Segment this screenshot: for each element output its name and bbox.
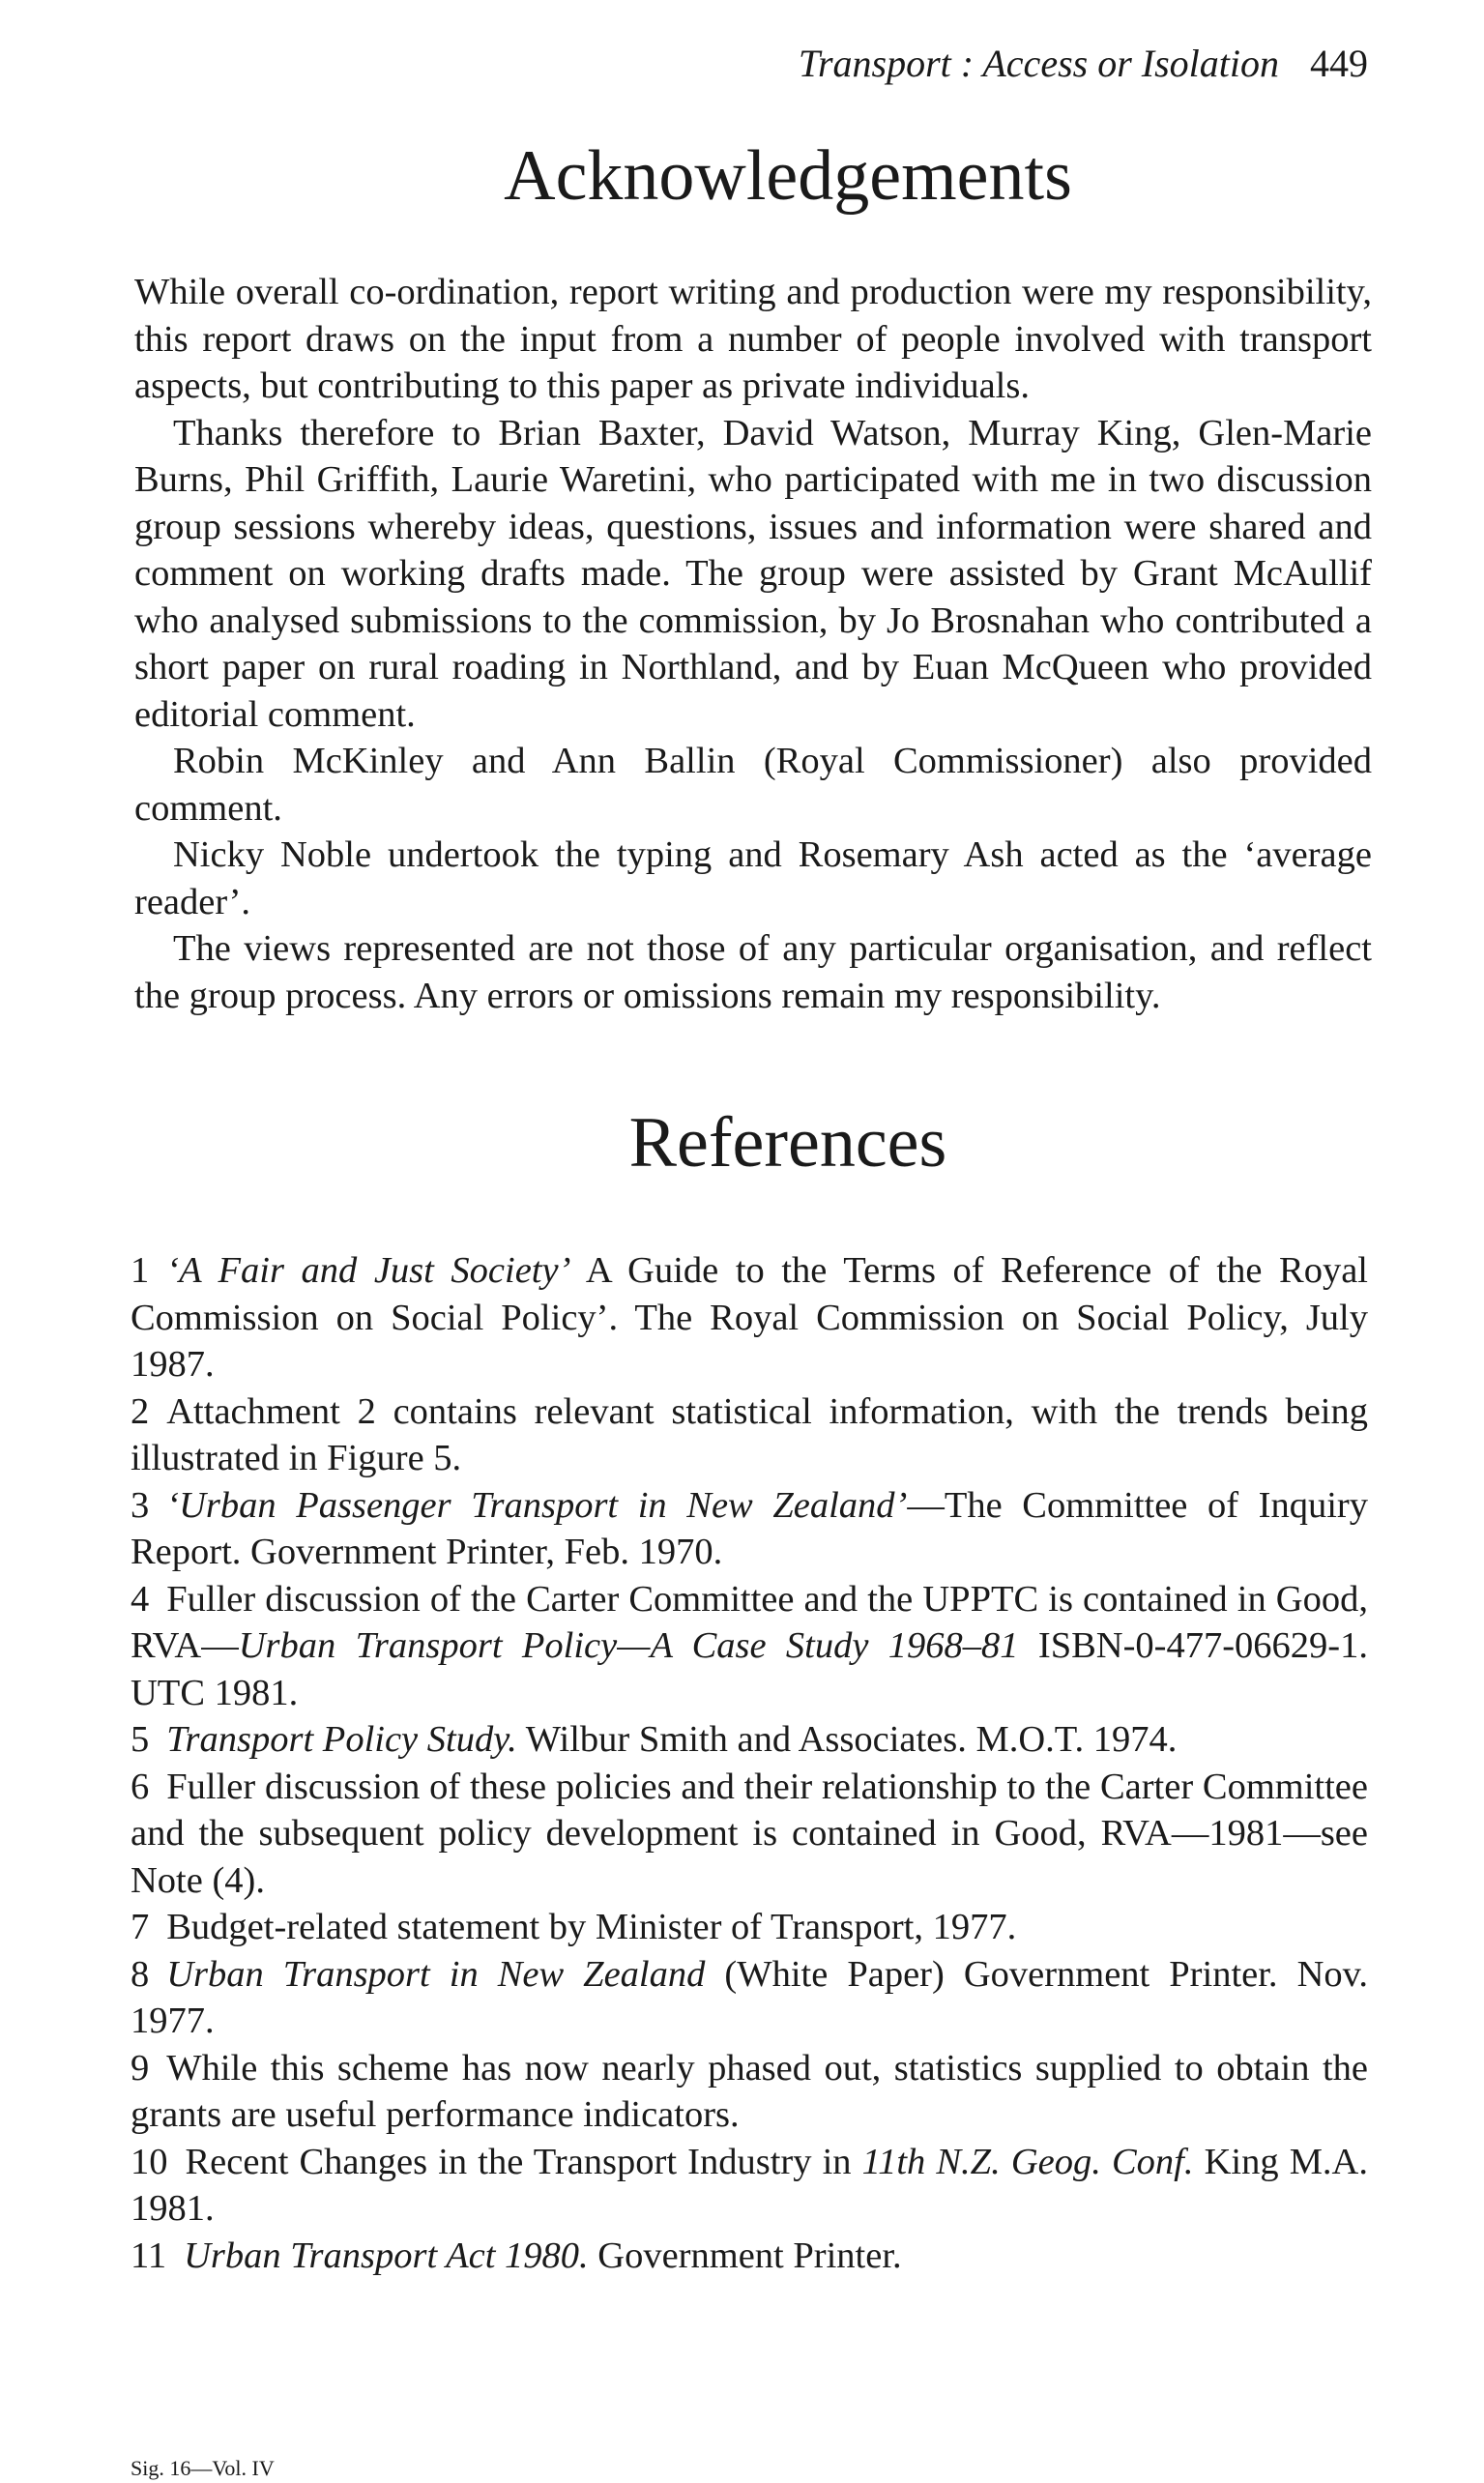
- acknowledgements-body: [134, 269, 1372, 1019]
- reference-item: [131, 1764, 1368, 1905]
- reference-item: [131, 1576, 1368, 1717]
- reference-italic: Urban Transport Policy—A Case Study 1968–81: [238, 1625, 1019, 1666]
- references-heading: References: [628, 1103, 947, 1183]
- reference-number: 5: [131, 1719, 150, 1760]
- reference-italic: Urban Transport Act 1980.: [184, 2235, 589, 2276]
- reference-text: Fuller discussion of these policies and their relationship to the Carter Committee and the subsequent policy development is contained in Good, RVA—1981—see Note (4).: [131, 1766, 1368, 1901]
- reference-text: King M.A. 1981.: [131, 2141, 1368, 2229]
- reference-item: [131, 2139, 1368, 2233]
- reference-number: 11: [131, 2235, 167, 2276]
- reference-italic: Transport Policy Study.: [166, 1719, 517, 1760]
- signature-mark: Sig. 16—Vol. IV: [131, 2456, 275, 2480]
- reference-number: 9: [131, 2047, 150, 2089]
- reference-number: 3: [131, 1484, 150, 1526]
- reference-text: Wilbur Smith and Associates. M.O.T. 1974.: [516, 1719, 1178, 1760]
- reference-item: [131, 1388, 1368, 1482]
- reference-item: [131, 1951, 1368, 2045]
- reference-text: ISBN-0-477-06629-1. UTC 1981.: [131, 1625, 1368, 1713]
- reference-italic: ‘Urban Passenger Transport in New Zealand’: [166, 1484, 908, 1526]
- reference-text-pre: Fuller discussion of the Carter Committee and the UPPTC is contained in Good, RVA—: [131, 1578, 1368, 1666]
- reference-text: Budget-related statement by Minister of Transport, 1977.: [166, 1907, 1017, 1947]
- ack-paragraph: While overall co-ordination, report writing and production were my responsibility, this report draws on the input from a number of people involved with transport aspects, but contributing to this paper as private individuals.: [134, 272, 1372, 406]
- reference-text-pre: Recent Changes in the Transport Industry in: [185, 2141, 862, 2182]
- reference-italic: 11th N.Z. Geog. Conf.: [861, 2141, 1194, 2182]
- reference-number: 4: [131, 1578, 150, 1620]
- reference-text: While this scheme has now nearly phased out, statistics supplied to obtain the grants are useful performance indicators.: [131, 2047, 1368, 2135]
- ack-paragraph: Nicky Noble undertook the typing and Rosemary Ash acted as the ‘average reader’.: [134, 834, 1372, 922]
- reference-item: [131, 2233, 1368, 2280]
- reference-text: A Guide to the Terms of Reference of the Royal Commission on Social Policy’. The Royal Commission on Social Policy, July 1987.: [131, 1250, 1368, 1385]
- reference-item: [131, 1482, 1368, 1576]
- reference-number: 1: [131, 1250, 150, 1291]
- reference-italic: ‘A Fair and Just Society’: [166, 1250, 571, 1291]
- ack-paragraph: Robin McKinley and Ann Ballin (Royal Commissioner) also provided comment.: [134, 741, 1372, 829]
- references-list: [131, 1247, 1368, 2279]
- reference-text: (White Paper) Government Printer. Nov. 1977.: [131, 1953, 1369, 2041]
- ack-paragraph: The views represented are not those of any particular organisation, and reflect the group process. Any errors or omissions remain my responsibility.: [134, 928, 1372, 1016]
- page-number: 449: [1310, 42, 1368, 85]
- ack-paragraph: Thanks therefore to Brian Baxter, David Watson, Murray King, Glen-Marie Burns, Phil Griffith, Laurie Waretini, who participated with me in two discussion group sessions whereby ideas, questions, issues and information were shared and comment on working drafts made. The group were assisted by Grant McAullif who analysed submissions to the commission, by Jo Brosnahan who contributed a short paper on rural roading in Northland, and by Euan McQueen who provided editorial comment.: [134, 412, 1372, 735]
- acknowledgements-heading: Acknowledgements: [504, 136, 1072, 216]
- reference-number: 8: [131, 1953, 150, 1995]
- reference-number: 10: [131, 2141, 168, 2182]
- reference-text: Attachment 2 contains relevant statistical information, with the trends being illustrated in Figure 5.: [131, 1390, 1368, 1478]
- reference-number: 6: [131, 1766, 150, 1807]
- reference-number: 2: [131, 1390, 150, 1432]
- reference-item: [131, 1247, 1368, 1388]
- running-head: [799, 41, 1368, 87]
- reference-text: Government Printer.: [588, 2235, 902, 2276]
- reference-text: —The Committee of Inquiry Report. Government Printer, Feb. 1970.: [131, 1484, 1368, 1572]
- reference-item: [131, 1904, 1368, 1951]
- reference-italic: Urban Transport in New Zealand: [166, 1953, 706, 1995]
- reference-item: [131, 1716, 1368, 1764]
- reference-number: 7: [131, 1907, 150, 1947]
- reference-item: [131, 2045, 1368, 2139]
- running-head-title: Transport : Access or Isolation: [798, 42, 1279, 85]
